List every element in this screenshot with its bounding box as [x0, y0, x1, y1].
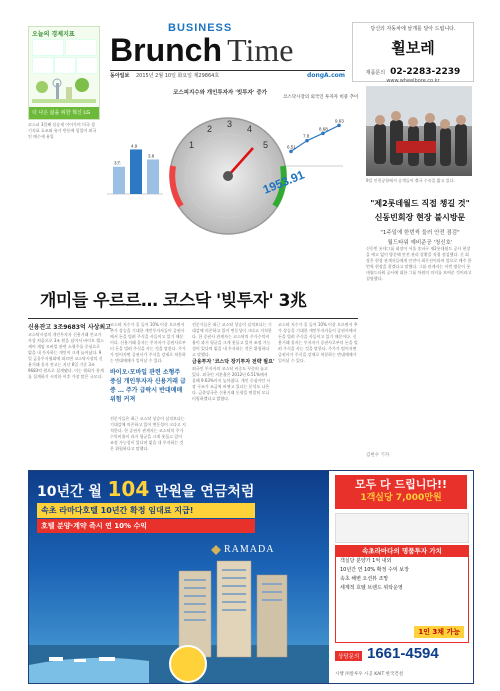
gauge-tick-5: 5 — [263, 140, 269, 150]
ad-badge — [169, 645, 207, 683]
masthead-business: BUSINESS — [168, 22, 233, 34]
line-value-label: 9.63 — [335, 118, 344, 124]
body-col-4: 코스닥 지수가 올 들어 10% 이상 오르면서 추가 상승을 기대한 개인투자자들이 증권사에서 돈을 빌려 주식을 사들이고 있기 때문이다. 신용거래 융자는 투자자가 증권사로부터 돈을 빌려 주식을 사는 것을 말한다. 주가가 떨어지면 증권사가 주식을 강제로 처분하는 반대매매가 일어날 수 있다. — [278, 322, 358, 363]
line-value-label: 8.68 — [319, 126, 328, 132]
body-col-2b: 전문가들은 최근 코스닥 상승이 실적보다는 기대감에 의존하고 있어 변동성이 크다고 지적한다. 한 증권사 관계자는 코스닥의 주가수익비율이 과거 평균을 크게 웃돌고 있어 조정 가능성이 있다며 빚을 내 투자하는 것은 위험하다고 말했다. — [110, 416, 186, 451]
right-story-headline — [366, 198, 474, 246]
ad-banner-line-1: 모두 다 드립니다!! — [354, 478, 448, 491]
eco-caption: 더 나은 삶을 위한 혁신 LG — [32, 110, 91, 116]
news-photo — [366, 86, 472, 176]
infographic-svg — [103, 86, 359, 276]
call-label: 상담문의 — [335, 651, 362, 661]
top-right-ad[interactable] — [352, 22, 474, 82]
infographic-title: 코스피지수와 개인투자자 '빚투자' 증가 — [173, 90, 268, 96]
call-phone: 1661-4594 — [367, 645, 439, 662]
ad-promo-box — [335, 513, 469, 543]
masthead-rule — [110, 70, 345, 71]
ad-call-box[interactable] — [335, 645, 467, 667]
line-value-label: 6.51 — [287, 144, 296, 150]
line-series — [291, 125, 339, 151]
gauge-hub — [223, 171, 233, 181]
bar-mark — [130, 149, 142, 194]
line-point — [305, 139, 309, 143]
infographic — [103, 86, 359, 276]
ad-feature-box — [335, 545, 469, 643]
right-story-body: 신동빈 롯데그룹 회장이 서울 송파구 제2롯데월드 공사 현장을 예고 없이 방문해 안전 관리 상황을 직접 점검했다. 신 회장은 현장 관계자들에게 안전이 최우선이라며 앞으로 매주 한 번씩 현장을 찾겠다고 말했다. 그룹 관계자는 이번 방문이 롯데월드타워 공사에 대한 그룹 차원의 의지를 보여준 것이라고 설명했다. — [366, 246, 472, 281]
gauge-tick-2: 2 — [207, 124, 213, 134]
gauge-tick-1: 1 — [189, 140, 195, 150]
ad-amount: 104 — [107, 477, 150, 501]
bar-mark — [113, 167, 125, 194]
right-subquote-2: 월드타워 예비준공 '청신호' — [387, 240, 453, 246]
bottom-ad[interactable] — [28, 470, 474, 684]
pull-quote: 바이오·모바일 관련 소형주 중심 개인투자자 신용거래 급증 … 주가 급락시 반대매매 위험 커져 — [110, 369, 186, 403]
ad-subline-2: 호텔 분양·계약 즉시 연 10% 수익 — [37, 519, 255, 533]
ad-right-banner — [335, 475, 467, 509]
bar-mark — [147, 159, 159, 194]
photo-caption: 9일 인천공항에서 승객들이 출국 수속을 밟고 있다. — [366, 178, 455, 183]
headline-rule — [28, 318, 358, 319]
eco-caption-bar — [29, 107, 99, 119]
feature-box-title: 속초라마다의 명품투자 가치 — [336, 546, 468, 557]
main-headline: 개미들 우르르… 코스닥 '빚투자' 3兆 — [40, 291, 307, 311]
ad-left-panel — [29, 471, 329, 683]
line-value-label: 7.8 — [303, 133, 310, 139]
bar-value-label: 3조 — [114, 160, 121, 166]
body-col-3b: 외국인 투자자의 코스닥 비중도 꾸준히 늘고 있다. 외국인 지분율은 2012년 6.51%에서 올해 9.63%까지 높아졌다. 개인 중심이던 시장 구조가 조금씩 바뀌고 있다는 분석도 나온다. 금융당국은 신용거래 동향을 면밀히 모니터링하겠다고 밝혔다. — [192, 366, 271, 401]
ad-url: www.wheelbore.co.kr — [386, 78, 440, 84]
eco-illustration — [32, 77, 96, 103]
ad-headline-pre: 10년간 월 — [37, 484, 102, 500]
masthead-title-bold: Brunch — [110, 32, 222, 68]
gauge-tick-3: 3 — [227, 119, 233, 129]
ad-footer: 시행 ㈜알루우 시공 KAIT 한국건설 — [335, 672, 404, 677]
feature-item: 10년간 연 10% 확정 수익 보장 — [340, 567, 409, 573]
bar-chart — [113, 143, 159, 194]
masthead-title-serif: Time — [227, 32, 294, 68]
ad-headline — [37, 477, 254, 501]
ad-brand: 휠보레 — [391, 39, 435, 57]
ad-contact-label: 제품문의 — [365, 70, 386, 76]
feature-item: 객실당 분양가 1억 내외 — [340, 558, 392, 564]
right-headline-2: 신동빈회장 현장 불시방문 — [374, 213, 466, 222]
ramada-brand: RAMADA — [224, 544, 275, 555]
economy-box-title: 오늘의 경제지표 — [32, 31, 75, 38]
masthead-domain: dongA.com — [307, 72, 345, 79]
line-chart-caption: 코스닥시장의 외국인 투자자 비중 추이 — [283, 95, 359, 100]
gauge-tick-4: 4 — [247, 124, 253, 134]
ad-headline-post: 만원을 연금처럼 — [154, 484, 255, 500]
line-point — [289, 150, 293, 154]
bar-value-label: 4.9 — [131, 143, 138, 149]
ad-banner-line-2: 1객실당 7,000만원 — [360, 493, 442, 503]
feature-item: 세계적 호텔 브랜드 위탁운영 — [340, 585, 403, 591]
indicator-grid — [32, 39, 96, 73]
ad-phone: 02-2283-2239 — [390, 67, 461, 77]
masthead-publisher: 동아일보 — [110, 73, 130, 79]
economy-indicator-box — [28, 26, 100, 120]
masthead-title — [110, 32, 294, 69]
right-subquote-1: "1주일에 한번씩 들러 안전 점검" — [380, 230, 460, 236]
right-headline-1: "제2롯데월드 직접 챙길 것" — [370, 199, 470, 208]
ad-tagline: 당신의 자동차에 날개를 달아 드립니다. — [370, 26, 456, 32]
ad-right-panel — [329, 471, 473, 683]
line-chart — [287, 118, 344, 153]
feature-item: 속초 해변 오션뷰 조망 — [340, 576, 389, 582]
headline-byline: 신용잔고 3조9683억 사상최고 — [28, 324, 112, 331]
econ-brief: 코스피 3일째 상승세 이어가며 미국 경기지표 호조와 유가 반등에 힘입어 외국인 매수세 유입 — [28, 122, 97, 139]
bar-value-label: 3.8 — [148, 153, 155, 159]
body-col-2: 코스닥 지수가 올 들어 10% 이상 오르면서 추가 상승을 기대한 개인투자자들이 증권사에서 돈을 빌려 주식을 사들이고 있기 때문이다. 신용거래 융자는 투자자가 증권사로부터 돈을 빌려 주식을 사는 것을 말한다. 주가가 떨어지면 증권사가 주식을 강제로 처분하는 반대매매가 일어날 수 있다. — [110, 322, 186, 363]
gauge-value: 1953.91 — [260, 167, 307, 197]
right-story-byline: 김현수 기자 — [366, 453, 390, 458]
sub-heading: 금융투자 '코스닥 장기투자 전략 필요' — [192, 359, 275, 365]
masthead-issue: 2015년 2월 10일 화요일 제29864호 — [136, 73, 220, 79]
line-point — [337, 124, 341, 128]
ad-subline-1: 속초 라마다호텔 10년간 확정 임대료 지급! — [37, 503, 255, 518]
body-col-1: 코스닥시장의 개인투자자 신용거래 잔고가 사상 처음으로 3조 원을 넘어서 바이오 헬스케어 게임 모바일 관련 소형주를 중심으로 빚을 내 투자하는 개인이 크게 늘어났다. 9일 금융투자협회에 따르면 코스닥시장의 신용거래 융자 잔고는 지난 6일 기준 3조 9683억 원으로 집계됐다. 이는 협회가 통계를 집계하기 시작한 이후 가장 많은 규모다. — [28, 332, 104, 379]
body-col-3a: 전문가들은 최근 코스닥 상승이 실적보다는 기대감에 의존하고 있어 변동성이 크다고 지적한다. 한 증권사 관계자는 코스닥의 주가수익비율이 과거 평균을 크게 웃돌고 있어 조정 가능성이 있다며 빚을 내 투자하는 것은 위험하다고 말했다. — [192, 322, 272, 357]
feature-item-highlight: 1인 3채 가능 — [414, 626, 464, 638]
masthead — [110, 22, 345, 80]
line-point — [321, 132, 325, 136]
